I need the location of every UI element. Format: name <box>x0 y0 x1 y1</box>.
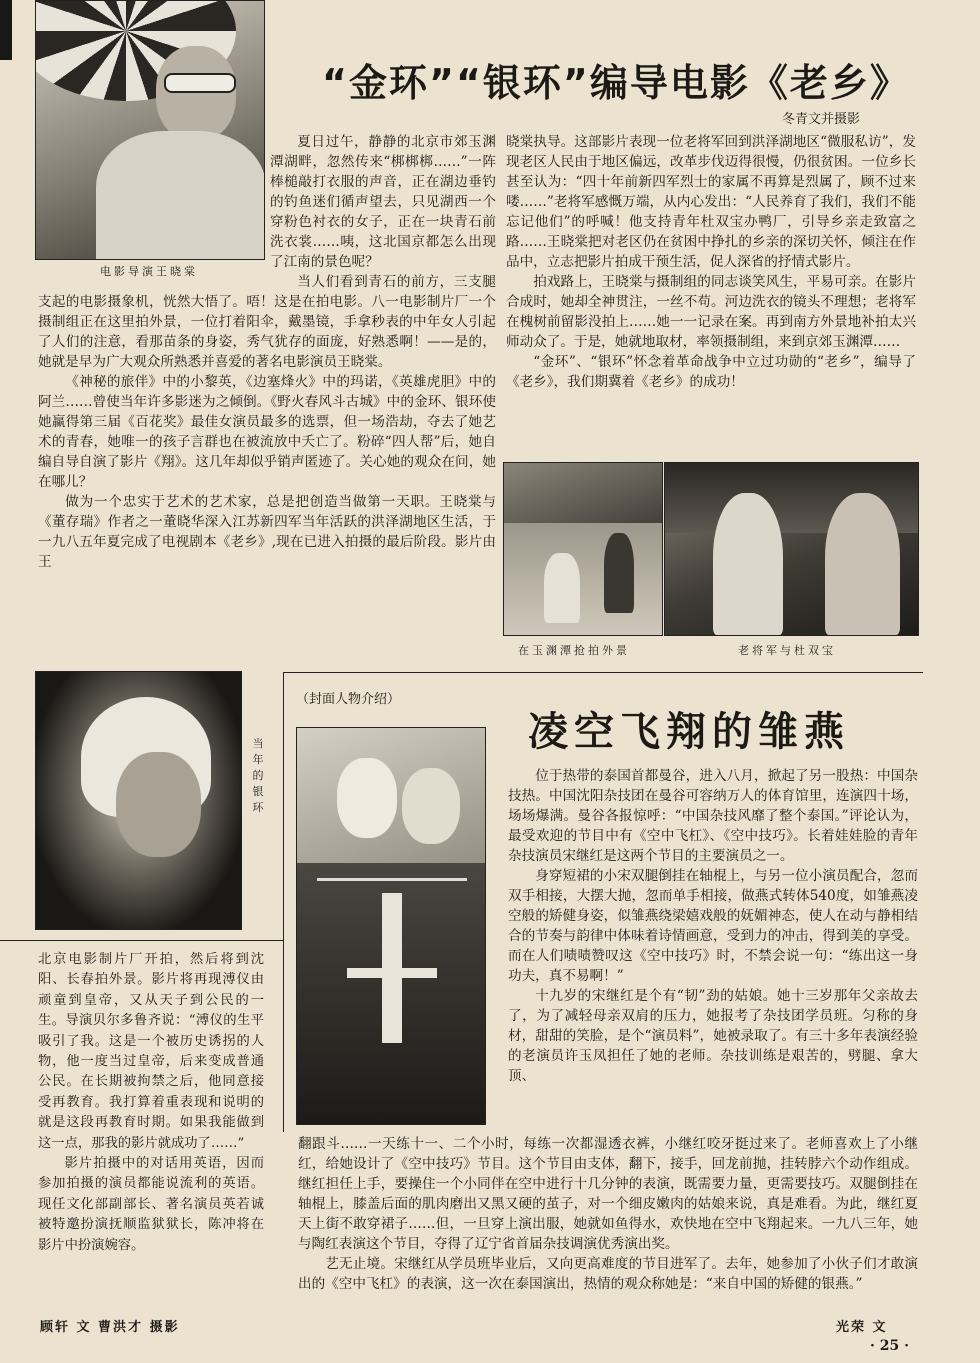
water-shape <box>504 523 662 635</box>
article3-paragraph: 十九岁的宋继红是个有“韧”劲的姑娘。她十三岁那年父亲故去了，为了减轻母亲双肩的压力，她报考了杂技团学员班。匀称的身材，甜甜的笑脸，是个“演员料”，她被录取了。有三十多年表演经验的老演员许玉凤担任了她的老师。杂技训练是艰苦的，劈腿、拿大顶、 <box>508 988 918 1084</box>
lakeside-filming-photo <box>503 462 663 636</box>
article2-credit: 顾轩 文 曹洪才 摄影 <box>40 1320 180 1335</box>
article1-title: “金环”“银环”编导电影《老乡》 <box>322 61 910 105</box>
old-general-shape <box>825 493 900 635</box>
young-man-shape <box>713 493 783 635</box>
page-edge-mark <box>0 0 12 60</box>
article2-top-rule <box>0 940 283 941</box>
actress-vertical-caption: 当年的银环 <box>252 737 264 814</box>
general-and-du-shuangbao-photo <box>664 462 919 636</box>
general-photo-caption: 老将军与杜双宝 <box>738 644 836 657</box>
acrobat-arms-shape <box>347 968 437 978</box>
article1-paragraph: 《神秘的旅伴》中的小黎英，《边塞烽火》中的玛诺，《英雄虎胆》中的阿兰……曾使当年许多影迷为之倾倒。《野火春风斗古城》中的金环、银环使她赢得第三届《百花奖》最佳女演员最多的选票，但一场浩劫，夺去了她艺术的青春，她唯一的孩子言群也在被流放中夭亡了。粉碎“四人帮”后，她自编自导自演了影片《翔》。这几年却似乎销声匿迹了。关心她的观众在问，她在哪儿？ <box>38 374 496 490</box>
crew-figure-shape <box>544 553 580 623</box>
article1-paragraph: “金环”、“银环”怀念着革命战争中立过功勋的“老乡”，编导了《老乡》，我们期冀着《老乡》的成功！ <box>506 354 916 390</box>
acrobat-face-shape <box>337 758 397 838</box>
article2-paragraph: 北京电影制片厂开拍，然后将到沈阳、长春拍外景。影片将再现溥仪由顽童到皇帝，又从天子到公民的一生。导演贝尔多鲁齐说：“溥仪的生平吸引了我。这是一个被历史诱拐的人物，他一度当过皇帝，后来变成普通公民。在长期被拘禁之后，他同意接受再教育。我打算着重表现和说明的就是这段再教育时期。如果我能做到这一点，那我的影片就成功了……” <box>38 952 264 1151</box>
article1-byline: 冬青文并摄影 <box>782 112 861 127</box>
actress-silver-ring-photo <box>35 671 242 930</box>
section-divider <box>283 672 923 673</box>
director-photo-caption: 电影导演王晓棠 <box>100 265 198 278</box>
lakeside-photo-caption: 在玉渊潭抢拍外景 <box>518 644 630 657</box>
article3-paragraph: 位于热带的泰国首都曼谷，进入八月，掀起了另一股热：中国杂技热。中国沈阳杂技团在曼谷可容纳万人的体育馆里，连演四十场，场场爆满。曼谷各报惊呼：“中国杂技风靡了整个泰国。”评论认为，最受欢迎的节目中有《空中飞杠》、《空中技巧》。长着娃娃脸的青年杂技演员宋继红是这两个节目的主要演员之一。 <box>508 768 918 864</box>
article3-paragraph: 身穿短裙的小宋双腿倒挂在轴棍上，与另一位小演员配合，忽而双手相接，大摆大抛，忽而单手相接，做燕式转体540度，如雏燕凌空般的矫健身姿，似雏燕绕梁嬉戏般的妩媚神态，使人在动与静相结合的节奏与韵律中体味着诗情画意，受到力的冲击，得到美的享受。而在人们啧啧赞叹这《空中技巧》时，不禁会说一句：“练出这一身功夫，真不易啊！” <box>508 868 918 984</box>
article3-credit: 光荣 文 <box>836 1320 888 1335</box>
page-number: · 25 · <box>870 1338 909 1354</box>
acrobats-photo <box>296 727 486 1125</box>
article1-paragraph: 做为一个忠实于艺术的艺术家，总是把创造当做第一天职。王晓棠与《董存瑞》作者之一董晓华深入江苏新四军当年活跃的洪泽湖地区生活，于一九八五年夏完成了电视剧本《老乡》,现在已进入拍摄的最后阶段。影片由王 <box>38 494 496 570</box>
sunglasses-shape <box>164 73 236 93</box>
article1-paragraph: 当人们看到青石的前方，三支腿支起的电影摄象机，恍然大悟了。唔！这是在拍电影。八一电影制片厂一个摄制组正在这里拍外景，一位打着阳伞，戴墨镜，手拿秒表的中年女人引起了人们的注意，看那苗条的身姿，秀气犹存的面庞，好熟悉啊！——是的，她就是早为广大观众所熟悉并喜爱的著名电影演员王晓棠。 <box>38 274 496 370</box>
article2-paragraph: 影片拍摄中的对话用英语，因而参加拍摄的演员都能说流利的英语。现任文化部副部长、著名演员英若诚被特邀扮演抚顺监狱狱长，陈冲将在影片中扮演婉容。 <box>38 1156 264 1253</box>
article1-right-column <box>506 132 916 392</box>
article3-bottom-column <box>298 1134 918 1294</box>
article3-right-column <box>508 766 918 1086</box>
acrobat-face-shape <box>402 768 460 844</box>
crew-figure-shape <box>604 533 634 613</box>
article1-paragraph: 拍戏路上，王晓棠与摄制组的同志谈笑风生，平易可亲。在影片合成时，她却全神贯注，一丝不苟。河边洗衣的镜头不理想；老将军在槐树前留影没拍上……她一一记录在案。再到南方外景地补拍太兴师动众了。于是，她就地取材，率领摄制组，来到京郊玉渊潭…… <box>506 274 916 350</box>
article3-title: 凌空飞翔的雏燕 <box>528 709 850 755</box>
section-divider-vertical <box>283 672 284 1132</box>
face-shape <box>116 752 201 857</box>
person-head-shape <box>156 46 236 141</box>
article1-paragraph: 晓棠执导。这部影片表现一位老将军回到洪泽湖地区“微服私访”，发现老区人民由于地区偏远，改革步伐迈得很慢，仍很贫困。一位乡长甚至认为：“四十年前新四军烈士的家属不再算是烈属了，顾不过来喽……”老将军感慨万端，从内心发出：“人民养育了我们，我们不能忘记他们”的呼喊！他支持青年杜双宝办鸭厂，引导乡亲走致富之路……王晓棠把对老区仍在贫困中挣扎的乡亲的深切关怀，倾注在作品中，立志把影片拍成干预生活，促人深省的抒情式影片。 <box>506 134 916 270</box>
article1-left-column <box>38 132 496 572</box>
article2-column <box>38 950 264 1256</box>
cover-person-label: （封面人物介绍） <box>296 692 401 707</box>
article3-paragraph: 艺无止境。宋继红从学员班毕业后，又向更高难度的节目进军了。去年，她参加了小伙子们才敢演出的《空中飞杠》的表演，这一次在泰国演出，热情的观众称她是：“来自中国的矫健的银燕。” <box>298 1256 918 1292</box>
article1-paragraph: 夏日过午，静静的北京市郊玉渊潭湖畔，忽然传来“梆梆梆……”一阵棒槌敲打衣服的声音，正在湖边垂钓的钓鱼迷们循声望去，只见湖西一个穿粉色衬衣的女子，正在一块青石前洗衣裳……咦，这北国京都怎么出现了江南的景色呢？ <box>270 134 496 270</box>
trapeze-bar-shape <box>317 878 467 881</box>
article3-paragraph: 翻跟斗……一天练十一、二个小时，每练一次都湿透衣裤，小继红咬牙挺过来了。老师喜欢上了小继红，给她设计了《空中技巧》节目。这个节目由支体，翻下，接手，回龙前抛，挂转脖六个动作组成。继红担任上手，要操住一个小同伴在空中进行十几分钟的表演，既需要力量，更需要技巧。双腿倒挂在轴棍上，膝盖后面的肌肉磨出又黑又硬的茧子，对一个细皮嫩肉的姑娘来说，真是难看。为此，继红夏天上街不敢穿裙子……但，一旦穿上演出服，她就如鱼得水，欢快地在空中飞翔起来。一九八三年，她与陶红表演这个节目，夺得了辽宁省首届杂技调演优秀演出奖。 <box>298 1136 918 1252</box>
